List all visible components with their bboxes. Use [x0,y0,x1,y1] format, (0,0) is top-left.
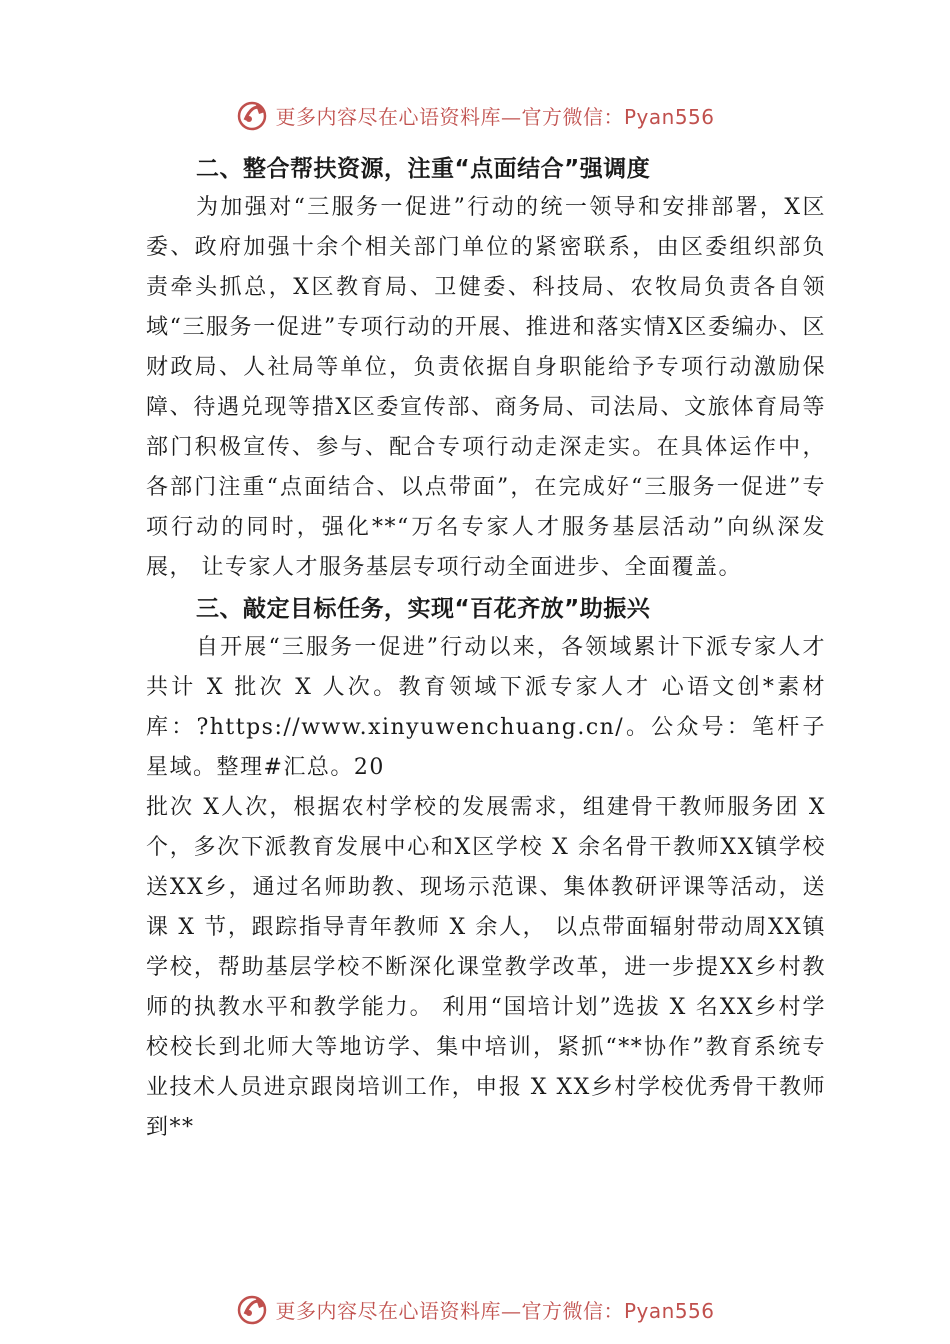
section-2-paragraph: 为加强对“三服务一促进”行动的统一领导和安排部署，X区委、政府加强十余个相关部门单位的紧密联系，由区委组织部负责牵头抓总，X区教育局、卫健委、科技局、农牧局负责各自领域“三服务一促进”专项行动的开展、推进和落实情X区委编办、区财政局、人社局等单位，负责依据自身职能给予专项行动激励保障、待遇兑现等措X区委宣传部、商务局、司法局、文旅体育局等部门积极宣传、参与、配合专项行动走深走实。在具体运作中，各部门注重“点面结合、以点带面”，在完成好“三服务一促进”专项行动的同时，强化**“万名专家人才服务基层活动”向纵深发展， 让专家人才服务基层专项行动全面进步、全面覆盖。 [146,195,826,580]
section-heading-2: 二、整合帮扶资源，注重“点面结合”强调度 [196,156,651,182]
watermark-text: 更多内容尽在心语资料库—官方微信：Pyan556 [275,1298,715,1323]
watermark-id: Pyan556 [623,104,715,129]
logo-icon [235,1292,269,1326]
watermark-banner-bottom [0,1289,950,1329]
section-3-paragraph-1: 自开展“三服务一促进”行动以来，各领域累计下派专家人才共计 X 批次 X 人次。教育领域下派专家人才 心语文创*素材库：?https://www.xinyuwenchuang.cn/。公众号：笔杆子星域。整理#汇总。20 [146,635,826,780]
watermark-banner-top [0,95,950,135]
logo-icon [235,98,269,132]
section-3-paragraph-2: 批次 X人次，根据农村学校的发展需求，组建骨干教师服务团 X 个，多次下派教育发展中心和X区学校 X 余名骨干教师XX镇学校送XX乡，通过名师助教、现场示范课、集体教研评课等活动，送课 X 节，跟踪指导青年教师 X 余人， 以点带面辐射带动周XX镇学校，帮助基层学校不断深化课堂教学改革，进一步提XX乡村教师的执教水平和教学能力。 利用“国培计划”选拔 X 名XX乡村学校校长到北师大等地访学、集中培训，紧抓“**协作”教育系统专业技术人员进京跟岗培训工作，申报 X XX乡村学校优秀骨干教师到** [146,795,827,1140]
watermark-text: 更多内容尽在心语资料库—官方微信：Pyan556 [275,104,715,129]
watermark-id: Pyan556 [623,1298,715,1323]
document-body [146,150,826,1148]
section-heading-3: 三、敲定目标任务，实现“百花齐放”助振兴 [196,596,651,622]
